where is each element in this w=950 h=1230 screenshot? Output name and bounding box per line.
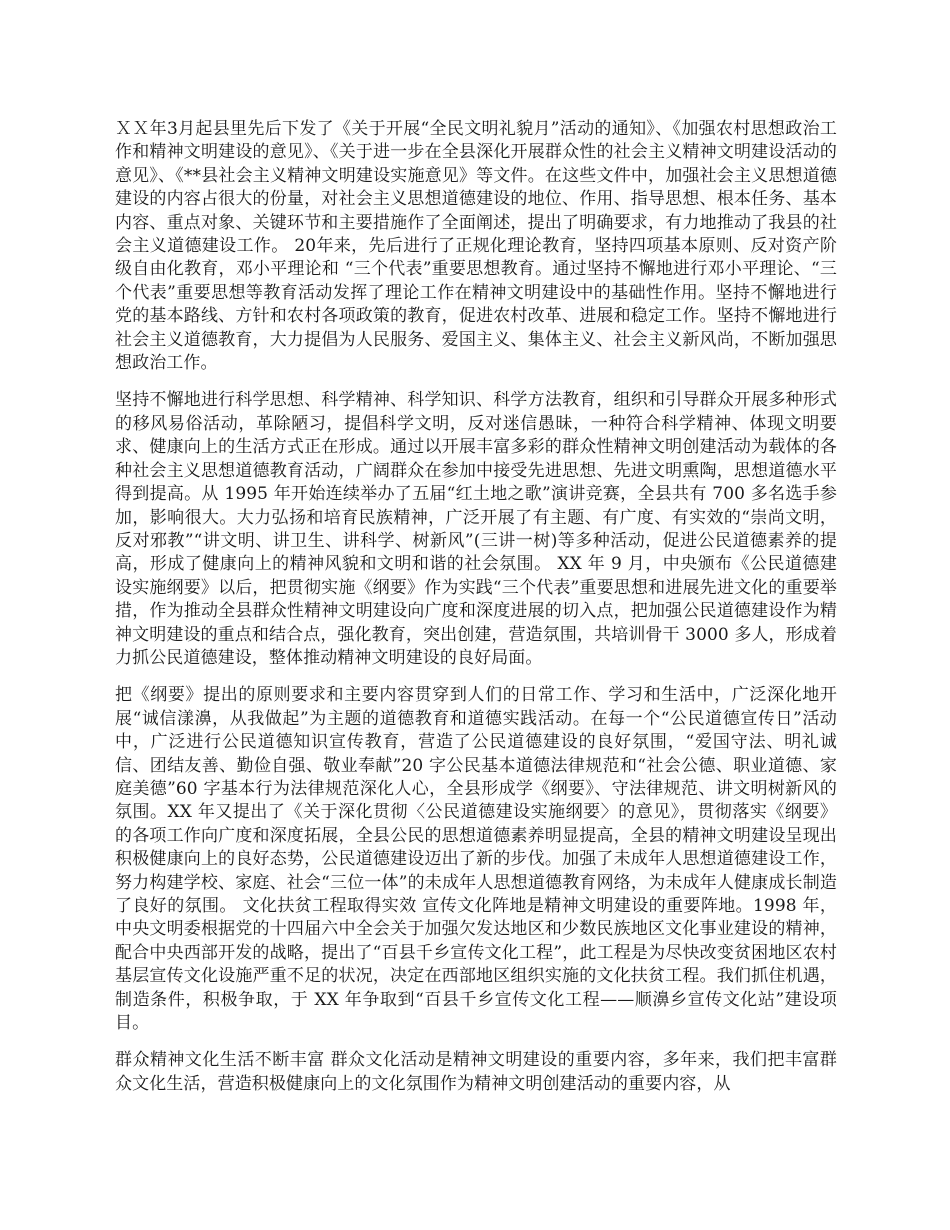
document-body (115, 118, 837, 1110)
paragraph-4: 群众精神文化生活不断丰富 群众文化活动是精神文明建设的重要内容，多年来，我们把丰富群众文化生活，营造积极健康向上的文化氛围作为精神文明创建活动的重要内容，从 (115, 1050, 837, 1094)
paragraph-3: 把《纲要》提出的原则要求和主要内容贯穿到人们的日常工作、学习和生活中，广泛深化地开展“诚信漾濞，从我做起”为主题的道德教育和道德实践活动。在每一个“公民道德宣传日”活动中，广泛进行公民道德知识宣传教育，营造了公民道德建设的良好氛围，“爱国守法、明礼诚信、团结友善、勤俭自强、敬业奉献”20 字公民基本道德法律规范和“社会公德、职业道德、家庭美德”60 字基本行为法律规范深化人心，全县形成学《纲要》、守法律规范、讲文明树新风的氛围。XX 年又提出了《关于深化贯彻〈公民道德建设实施纲要〉的意见》，贯彻落实《纲要》的各项工作向广度和深度拓展，全县公民的思想道德素养明显提高，全县的精神文明建设呈现出积极健康向上的良好态势，公民道德建设迈出了新的步伐。加强了未成年人思想道德建设工作，努力构建学校、家庭、社会“三位一体”的未成年人思想道德教育网络，为未成年人健康成长制造了良好的氛围。 文化扶贫工程取得实效 宣传文化阵地是精神文明建设的重要阵地。1998 年，中央文明委根据党的十四届六中全会关于加强欠发达地区和少数民族地区文化事业建设的精神，配合中央西部开发的战略，提出了“百县千乡宣传文化工程”，此工程是为尽快改变贫困地区农村基层宣传文化设施严重不足的状况，决定在西部地区组织实施的文化扶贫工程。我们抓住机遇，制造条件，积极争取，于 XX 年争取到“百县千乡宣传文化工程——顺濞乡宣传文化站”建设项目。 (115, 685, 837, 1034)
paragraph-1: ＸＸ年3月起县里先后下发了《关于开展“全民文明礼貌月”活动的通知》、《加强农村思想政治工作和精神文明建设的意见》、《关于进一步在全县深化开展群众性的社会主义精神文明建设活动的意见》、《**县社会主义精神文明建设实施意见》等文件。在这些文件中，加强社会主义思想道德建设的内容占很大的份量，对社会主义思想道德建设的地位、作用、指导思想、根本任务、基本内容、重点对象、关键环节和主要措施作了全面阐述，提出了明确要求，有力地推动了我县的社会主义道德建设工作。 20年来，先后进行了正规化理论教育，坚持四项基本原则、反对资产阶级自由化教育，邓小平理论和 “三个代表”重要思想教育。通过坚持不懈地进行邓小平理论、“三个代表”重要思想等教育活动发挥了理论工作在精神文明建设中的基础性作用。坚持不懈地进行党的基本路线、方针和农村各项政策的教育，促进农村改革、进展和稳定工作。坚持不懈地进行社会主义道德教育，大力提倡为人民服务、爱国主义、集体主义、社会主义新风尚，不断加强思想政治工作。 (115, 119, 837, 374)
paragraph-2: 坚持不懈地进行科学思想、科学精神、科学知识、科学方法教育，组织和引导群众开展多种形式的移风易俗活动，革除陋习，提倡科学文明，反对迷信愚昧，一种符合科学精神、体现文明要求、健康向上的生活方式正在形成。通过以开展丰富多彩的群众性精神文明创建活动为载体的各种社会主义思想道德教育活动，广阔群众在参加中接受先进思想、先进文明熏陶，思想道德水平得到提高。从 1995 年开始连续举办了五届“红土地之歌”演讲竞赛，全县共有 700 多名选手参加，影响很大。大力弘扬和培育民族精神，广泛开展了有主题、有广度、有实效的“崇尚文明，反对邪教”“讲文明、讲卫生、讲科学、树新风”(三讲一树)等多种活动，促进公民道德素养的提高，形成了健康向上的精神风貌和文明和谐的社会氛围。 XX 年 9 月，中央颁布《公民道德建设实施纲要》以后，把贯彻实施《纲要》作为实践“三个代表”重要思想和进展先进文化的重要举措，作为推动全县群众性精神文明建设向广度和深度进展的切入点，把加强公民道德建设作为精神文明建设的重点和结合点，强化教育，突出创建，营造氛围，共培训骨干 3000 多人，形成着力抓公民道德建设，整体推动精神文明建设的良好局面。 (115, 390, 837, 668)
